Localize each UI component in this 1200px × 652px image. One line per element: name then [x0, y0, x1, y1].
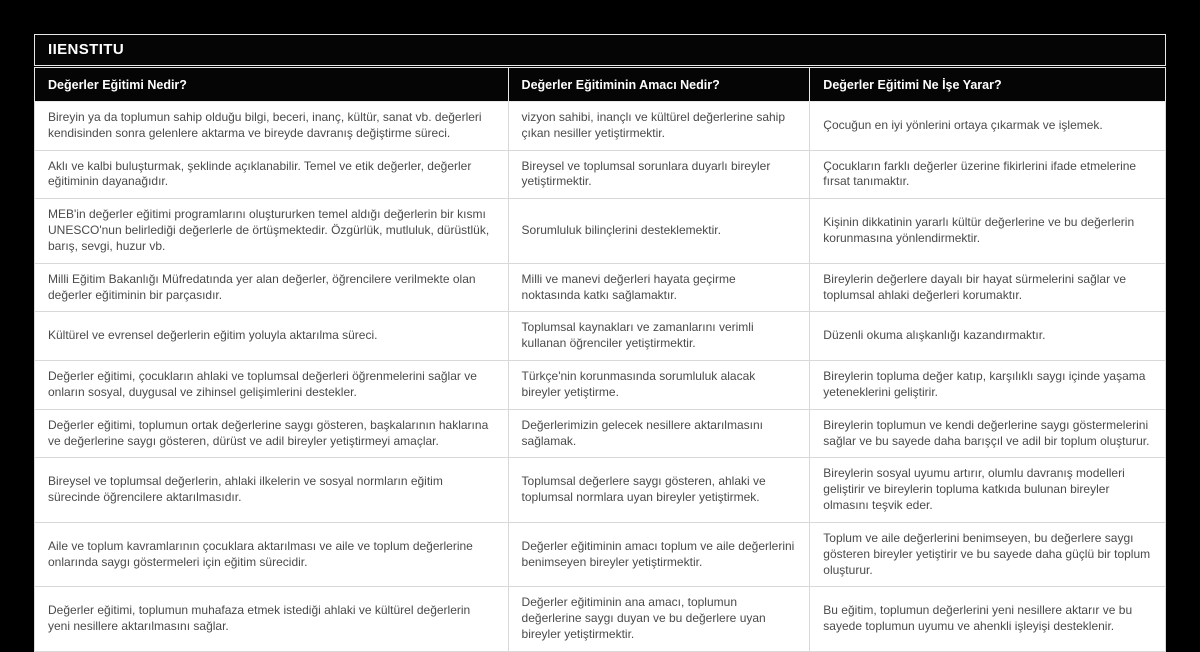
table-cell: Bireyin ya da toplumun sahip olduğu bilgi, beceri, inanç, kültür, sanat vb. değerleri kendisinden sonra gelenlere aktarma ve bireyde davranış değiştirme süreci.	[35, 102, 509, 151]
column-header-nedir: Değerler Eğitimi Nedir?	[35, 68, 509, 102]
table-cell: Düzenli okuma alışkanlığı kazandırmaktır.	[810, 312, 1166, 361]
table-cell: Değerler eğitimi, toplumun muhafaza etmek istediği ahlaki ve kültürel değerlerin yeni nesillere aktarılmasını sağlar.	[35, 587, 509, 651]
table-row	[35, 458, 1166, 522]
table-cell: Aile ve toplum kavramlarının çocuklara aktarılması ve aile ve toplum değerlerine onlarında saygı göstermeleri için eğitim sürecidir.	[35, 522, 509, 586]
table-cell: Bireysel ve toplumsal değerlerin, ahlaki ilkelerin ve sosyal normların eğitim sürecinde öğrencilere aktarılmasıdır.	[35, 458, 509, 522]
values-education-table-widget	[34, 34, 1166, 652]
table-cell: vizyon sahibi, inançlı ve kültürel değerlerine sahip çıkan nesiller yetiştirmektir.	[508, 102, 810, 151]
table-cell: Bireylerin topluma değer katıp, karşılıklı saygı içinde yaşama yeteneklerini geliştirir.	[810, 361, 1166, 410]
table-cell: Kültürel ve evrensel değerlerin eğitim yoluyla aktarılma süreci.	[35, 312, 509, 361]
table-cell: Toplumsal kaynakları ve zamanlarını verimli kullanan öğrenciler yetiştirmektir.	[508, 312, 810, 361]
table-row	[35, 361, 1166, 410]
table-cell: Bireylerin değerlere dayalı bir hayat sürmelerini sağlar ve toplumsal ahlaki değerleri korumaktır.	[810, 263, 1166, 312]
table-cell: Değerler eğitimi, çocukların ahlaki ve toplumsal değerleri öğrenmelerini sağlar ve onların sosyal, duygusal ve zihinsel gelişimlerini destekler.	[35, 361, 509, 410]
table-row	[35, 199, 1166, 263]
table-cell: Kişinin dikkatinin yararlı kültür değerlerine ve bu değerlerin korunmasına yönlendirmektir.	[810, 199, 1166, 263]
table-cell: Türkçe'nin korunmasında sorumluluk alacak bireyler yetiştirme.	[508, 361, 810, 410]
table-cell: Bireylerin sosyal uyumu artırır, olumlu davranış modelleri geliştirir ve bireylerin topluma katkıda bulunan bireyler olmasını teşvik eder.	[810, 458, 1166, 522]
table-cell: Sorumluluk bilinçlerini desteklemektir.	[508, 199, 810, 263]
table-cell: Çocuğun en iyi yönlerini ortaya çıkarmak ve işlemek.	[810, 102, 1166, 151]
table-cell: MEB'in değerler eğitimi programlarını oluştururken temel aldığı değerlerin bir kısmı UNESCO'nun belirlediği değerlerle de örtüşmektedir. Özgürlük, mutluluk, dürüstlük, barış, sevgi, huzur vb.	[35, 199, 509, 263]
table-row	[35, 409, 1166, 458]
table-cell: Değerler eğitiminin ana amacı, toplumun değerlerine saygı duyan ve bu değerlere uyan bireyler yetiştirmektir.	[508, 587, 810, 651]
table-cell: Milli Eğitim Bakanlığı Müfredatında yer alan değerler, öğrencilere verilmekte olan değerler eğitiminin bir parçasıdır.	[35, 263, 509, 312]
values-education-table	[34, 67, 1166, 652]
table-cell: Değerler eğitiminin amacı toplum ve aile değerlerini benimseyen bireyler yetiştirmektir.	[508, 522, 810, 586]
table-cell: Bireylerin toplumun ve kendi değerlerine saygı göstermelerini sağlar ve bu sayede daha barışçıl ve adil bir toplum oluşturur.	[810, 409, 1166, 458]
column-header-amaci: Değerler Eğitiminin Amacı Nedir?	[508, 68, 810, 102]
table-header-row	[35, 68, 1166, 102]
column-header-yarar: Değerler Eğitimi Ne İşe Yarar?	[810, 68, 1166, 102]
table-cell: Çocukların farklı değerler üzerine fikirlerini ifade etmelerine fırsat tanımaktır.	[810, 150, 1166, 199]
table-cell: Milli ve manevi değerleri hayata geçirme noktasında katkı sağlamaktır.	[508, 263, 810, 312]
table-row	[35, 312, 1166, 361]
brand-title-bar	[34, 34, 1166, 66]
table-row	[35, 150, 1166, 199]
table-row	[35, 102, 1166, 151]
table-row	[35, 587, 1166, 651]
table-row	[35, 522, 1166, 586]
table-cell: Değerler eğitimi, toplumun ortak değerlerine saygı gösteren, başkalarının haklarına ve değerlerine saygı gösteren, dürüst ve adil bireyler yetiştirmeyi amaçlar.	[35, 409, 509, 458]
table-cell: Bireysel ve toplumsal sorunlara duyarlı bireyler yetiştirmektir.	[508, 150, 810, 199]
table-cell: Aklı ve kalbi buluşturmak, şeklinde açıklanabilir. Temel ve etik değerler, değerler eğitiminin dayanağıdır.	[35, 150, 509, 199]
brand-title: IIENSTITU	[48, 41, 125, 58]
table-row	[35, 263, 1166, 312]
table-cell: Değerlerimizin gelecek nesillere aktarılmasını sağlamak.	[508, 409, 810, 458]
table-cell: Toplum ve aile değerlerini benimseyen, bu değerlere saygı gösteren bireyler yetiştirir ve bu sayede daha güçlü bir toplum oluşturur.	[810, 522, 1166, 586]
table-cell: Bu eğitim, toplumun değerlerini yeni nesillere aktarır ve bu sayede toplumun uyumu ve ahenkli işleyişi desteklenir.	[810, 587, 1166, 651]
table-cell: Toplumsal değerlere saygı gösteren, ahlaki ve toplumsal normlara uyan bireyler yetiştirmek.	[508, 458, 810, 522]
